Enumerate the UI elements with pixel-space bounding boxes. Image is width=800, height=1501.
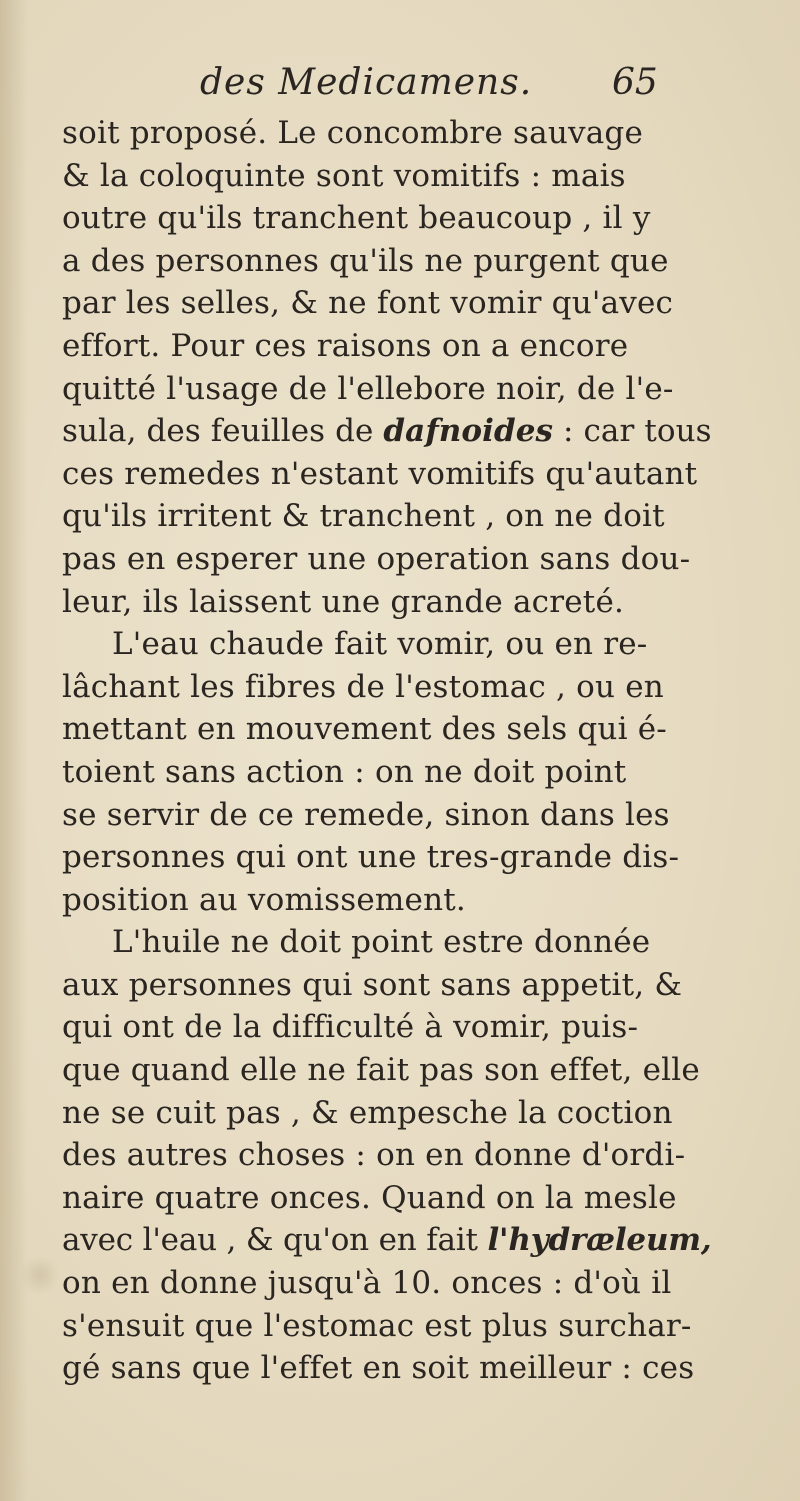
text-line bbox=[62, 112, 712, 155]
text-run: mettant en mouvement des sels qui é- bbox=[62, 711, 667, 748]
text-run: s'ensuit que l'estomac est plus surchar- bbox=[62, 1307, 692, 1344]
text-line bbox=[62, 1177, 712, 1220]
text-line bbox=[62, 1092, 712, 1135]
text-run: : car tous bbox=[553, 413, 712, 450]
text-run: gé sans que l'effet en soit meilleur : ces bbox=[62, 1350, 695, 1387]
text-run: soit proposé. Le concombre sauvage bbox=[62, 115, 643, 151]
text-run: aux personnes qui sont sans appetit, & bbox=[62, 966, 683, 1003]
text-run: ne se cuit pas , & empesche la coction bbox=[62, 1094, 673, 1131]
text-line bbox=[62, 1305, 712, 1348]
text-run: qu'ils irritent & tranchent , on ne doit bbox=[62, 498, 665, 535]
text-line bbox=[62, 155, 712, 198]
text-run: a des personnes qu'ils ne purgent que bbox=[62, 242, 669, 279]
text-run: position au vomissement. bbox=[62, 881, 466, 918]
text-line bbox=[62, 410, 712, 453]
text-line bbox=[62, 751, 712, 794]
text-run: se servir de ce remede, sinon dans les bbox=[62, 796, 670, 833]
text-line bbox=[62, 1134, 712, 1177]
text-line bbox=[62, 964, 712, 1007]
body-text bbox=[62, 112, 712, 1390]
text-run: avec l'eau , & qu'on en fait bbox=[62, 1222, 488, 1259]
text-run: L'huile ne doit point estre donnée bbox=[112, 924, 651, 961]
text-line bbox=[62, 197, 712, 240]
text-run: & la coloquinte sont vomitifs : mais bbox=[62, 157, 626, 194]
text-line bbox=[62, 581, 712, 624]
text-line bbox=[62, 1219, 712, 1262]
text-run: sula, des feuilles de bbox=[62, 413, 384, 450]
text-line bbox=[62, 879, 712, 922]
page-number: 65 bbox=[612, 62, 658, 103]
text-run: naire quatre onces. Quand on la mesle bbox=[62, 1179, 677, 1216]
text-run: qui ont de la difficulté à vomir, puis- bbox=[62, 1009, 639, 1046]
text-run: ces remedes n'estant vomitifs qu'autant bbox=[62, 455, 698, 492]
text-line bbox=[62, 453, 712, 496]
text-line bbox=[62, 1262, 712, 1305]
text-line bbox=[62, 921, 712, 964]
italic-term: dafnoides bbox=[383, 413, 554, 450]
text-line bbox=[62, 623, 712, 666]
text-line bbox=[62, 1049, 712, 1092]
text-line bbox=[62, 794, 712, 837]
text-run: quitté l'usage de l'ellebore noir, de l'e- bbox=[62, 370, 674, 407]
text-line bbox=[62, 836, 712, 879]
text-line bbox=[62, 495, 712, 538]
text-line bbox=[62, 538, 712, 581]
text-line bbox=[62, 666, 712, 709]
text-line bbox=[62, 325, 712, 368]
text-run: on en donne jusqu'à 10. onces : d'où il bbox=[62, 1265, 672, 1302]
text-run: pas en esperer une operation sans dou- bbox=[62, 540, 691, 577]
italic-term: l'hydræleum, bbox=[487, 1222, 712, 1259]
text-run: lâchant les fibres de l'estomac , ou en bbox=[62, 668, 664, 705]
text-line bbox=[62, 1347, 712, 1390]
text-run: effort. Pour ces raisons on a encore bbox=[62, 327, 629, 364]
text-run: personnes qui ont une tres-grande dis- bbox=[62, 839, 680, 876]
text-line bbox=[62, 240, 712, 283]
page-header bbox=[0, 62, 800, 112]
text-line bbox=[62, 282, 712, 325]
text-run: toient sans action : on ne doit point bbox=[62, 753, 627, 790]
text-run: que quand elle ne fait pas son effet, elle bbox=[62, 1052, 700, 1089]
text-run: par les selles, & ne font vomir qu'avec bbox=[62, 285, 674, 322]
text-line bbox=[62, 368, 712, 411]
text-line bbox=[62, 708, 712, 751]
text-run: outre qu'ils tranchent beaucoup , il y bbox=[62, 200, 651, 237]
text-run: L'eau chaude fait vomir, ou en re- bbox=[112, 626, 648, 663]
text-line bbox=[62, 1006, 712, 1049]
text-run: des autres choses : on en donne d'ordi- bbox=[62, 1137, 686, 1174]
text-run: leur, ils laissent une grande acreté. bbox=[62, 583, 625, 620]
running-title: des Medicamens. bbox=[200, 62, 533, 103]
